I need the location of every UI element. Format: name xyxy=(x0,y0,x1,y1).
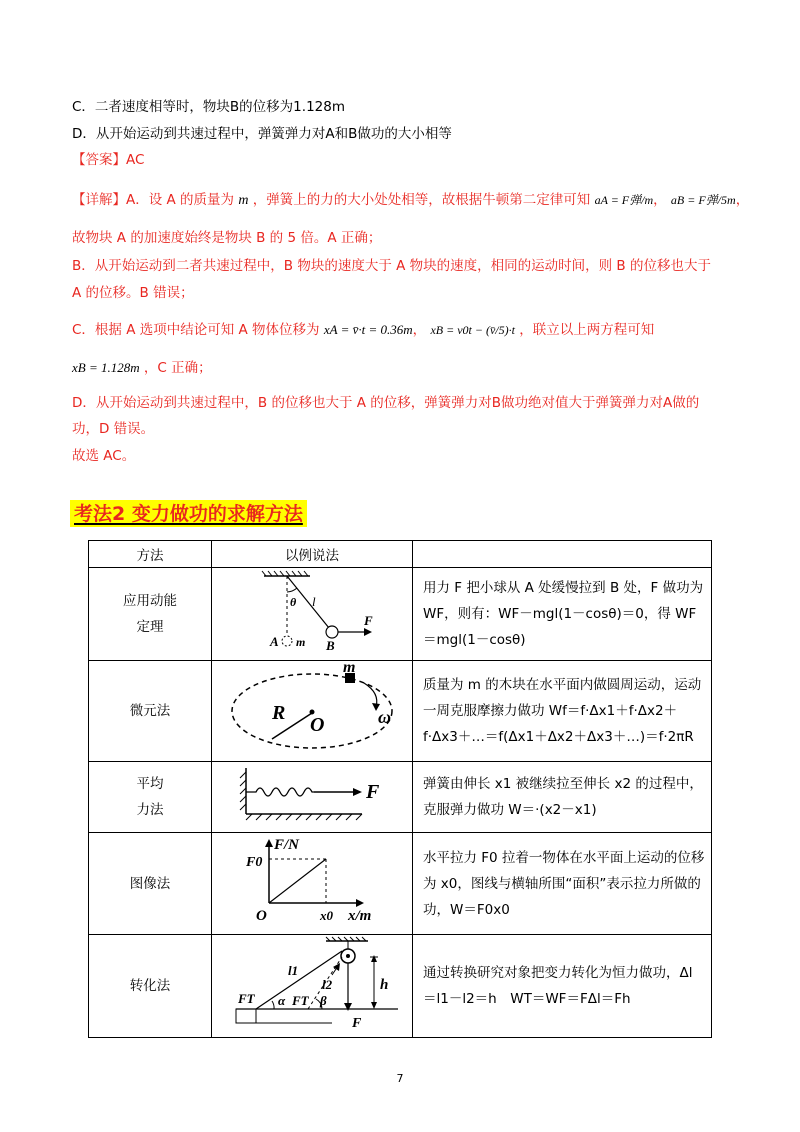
origin-label: O xyxy=(256,908,267,924)
method-description: 用力 F 把小球从 A 处缓慢拉到 B 处，F 做功为 WF，则有：WF－mgl(1－cosθ)＝0，得 WF＝mgl(1－cosθ) xyxy=(413,568,712,661)
table-row xyxy=(89,661,712,762)
explanation-a-line1: 【详解】A．设 A 的质量为 m ，弹簧上的力的大小处处相等，故根据牛顿第二定律可知 aA = F弹/m， aB = F弹/5m， xyxy=(72,192,750,208)
page-number: 7 xyxy=(396,1072,404,1085)
method-name: 图像法 xyxy=(89,833,212,935)
explanation-a-line2: 故物块 A 的加速度始终是物块 B 的 5 倍。A 正确； xyxy=(72,230,382,246)
pulley-figure xyxy=(212,935,413,1038)
method-description: 水平拉力 F0 拉着一物体在水平面上运动的位移为 x0，图线与横轴所围“面积”表示拉力所做的功，W＝F0x0 xyxy=(413,833,712,935)
explanation-b-line2: A 的位移。B 错误； xyxy=(72,285,194,301)
mass-label: m xyxy=(296,635,306,649)
l2-label: l2 xyxy=(322,977,333,992)
option-c: C．二者速度相等时，物块B的位移为1.128m xyxy=(72,99,345,115)
force-label: F xyxy=(364,613,373,628)
center-label: O xyxy=(310,714,325,736)
formula-xA: xA = v̄·t = 0.36m xyxy=(323,322,413,337)
point-b-label: B xyxy=(326,638,335,653)
formula-aB: aB = F弹/5m xyxy=(670,193,736,207)
methods-table xyxy=(88,540,712,1038)
header-method: 方法 xyxy=(89,541,212,568)
ft-label-left: FT xyxy=(238,991,255,1006)
table-header-row xyxy=(89,541,712,568)
conclusion: 故选 AC。 xyxy=(72,448,136,464)
explanation-c-line2 xyxy=(72,358,724,378)
point-a-label: A xyxy=(270,634,279,649)
formula-xB: xB = v0t − (v̄/5)·t xyxy=(430,323,515,337)
method-description: 弹簧由伸长 x1 被继续拉至伸长 x2 的过程中，克服弹力做功 W＝·(x2－x1) xyxy=(413,762,712,833)
alpha-label: α xyxy=(278,993,286,1008)
explanation-a-mid: ，弹簧上的力的大小处处相等，故根据牛顿第二定律可知 xyxy=(252,192,591,208)
method-name: 应用动能定理 xyxy=(89,568,212,661)
mass-label: m xyxy=(343,661,356,676)
explanation-c-prefix: C．根据 A 选项中结论可知 A 物体位移为 xyxy=(72,322,320,338)
section-title: 考法2 变力做功的求解方法 xyxy=(70,500,307,527)
explanation-c-line1: C．根据 A 选项中结论可知 A 物体位移为 xA = v̄·t = 0.36m， xB = v0t − (v̄/5)·t ，联立以上两方程可知 xyxy=(72,322,655,338)
method-description: 质量为 m 的木块在水平面内做圆周运动，运动一周克服摩擦力做功 Wf＝f·Δx1＋f·Δx2＋f·Δx3＋…＝f(Δx1＋Δx2＋Δx3＋…)＝f·2πR xyxy=(413,661,712,762)
formula-aA: aA = F弹/m xyxy=(594,193,654,207)
explanation-c-suffix: ，联立以上两方程可知 xyxy=(519,322,655,338)
force-label: F xyxy=(352,1016,362,1031)
method-name: 平均力法 xyxy=(89,762,212,833)
table-row xyxy=(89,833,712,935)
header-description xyxy=(413,541,712,568)
ft-label-right: FT xyxy=(292,993,309,1008)
y-axis-label: F/N xyxy=(274,837,300,853)
circular-motion-figure xyxy=(212,661,413,762)
x-axis-label: x/m xyxy=(348,908,372,924)
table-row xyxy=(89,762,712,833)
method-name: 微元法 xyxy=(89,661,212,762)
x0-label: x0 xyxy=(320,908,333,923)
spring-figure xyxy=(212,762,413,833)
length-label: l xyxy=(312,594,316,609)
method-name: 转化法 xyxy=(89,935,212,1038)
beta-label: β xyxy=(320,993,327,1008)
explanation-a-mass: m xyxy=(238,193,249,208)
table-row xyxy=(89,568,712,661)
explanation-c-result-suffix: ，C 正确； xyxy=(143,360,212,376)
theta-label: θ xyxy=(290,595,297,609)
explanation-d-line2: 功，D 错误。 xyxy=(72,421,155,437)
method-description: 通过转换研究对象把变力转化为恒力做功，Δl＝l1－l2＝h WT＝WF＝FΔl＝Fh xyxy=(413,935,712,1038)
pendulum-figure xyxy=(212,568,413,661)
option-d: D．从开始运动到共速过程中，弹簧弹力对A和B做功的大小相等 xyxy=(72,126,452,142)
force-label: F xyxy=(366,781,380,803)
formula-xB-result: xB = 1.128m xyxy=(72,360,140,375)
explanation-a-prefix: 【详解】A．设 A 的质量为 xyxy=(72,192,235,208)
h-label: h xyxy=(380,977,389,993)
radius-label: R xyxy=(272,702,286,724)
f0-label: F0 xyxy=(246,855,263,870)
omega-label: ω xyxy=(378,707,392,727)
explanation-d-line1: D．从开始运动到共速过程中，B 的位移也大于 A 的位移，弹簧弹力对B做功绝对值大于弹簧弹力对A做的 xyxy=(72,395,700,411)
force-displacement-graph xyxy=(212,833,413,935)
header-example: 以例说法 xyxy=(212,541,413,568)
answer: 【答案】AC xyxy=(72,152,145,168)
table-row xyxy=(89,935,712,1038)
explanation-b-line1: B．从开始运动到二者共速过程中，B 物块的速度大于 A 物块的速度，相同的运动时间，则 B 的位移也大于 xyxy=(72,258,711,274)
l1-label: l1 xyxy=(288,963,299,978)
